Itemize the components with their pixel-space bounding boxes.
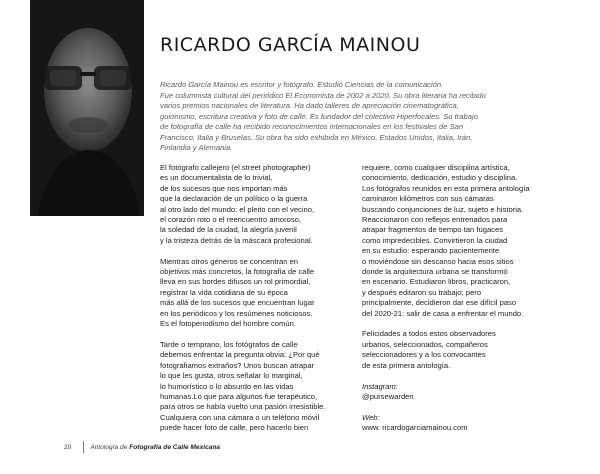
essay-line: lo que les gusta, otros señalar lo marginal, [160, 371, 303, 381]
book-title-prefix: Antología de [90, 443, 130, 451]
essay-line: de los sucesos que nos importan más [160, 183, 288, 193]
essay-line: en los periódicos y los resúmenes noticiosos. [160, 308, 313, 318]
book-title-main: Fotografía de Calle Mexicana [129, 443, 221, 451]
essay-line: es un documentalista de lo trivial, [160, 173, 273, 183]
essay-line: caminaron kilómetros con sus cámaras [362, 194, 494, 204]
bio-line: Francisco, Italia y Bruselas. Su obra ha sido exhibida en México, Estados Unidos, Italia, Irán, [160, 132, 473, 142]
essay-line: al otro lado del mundo: el pleito con el vecino, [160, 204, 315, 214]
web-url-link[interactable]: www. ricardogarciamainou.com [362, 423, 468, 433]
essay-paragraph [160, 340, 348, 434]
essay-line: lleva en sus bordes difusos un rol primordial, [160, 277, 311, 287]
bio-line: Finlandia y Alemania. [160, 143, 233, 152]
essay-line: donde la arquitectura urbana se transformó [362, 267, 508, 277]
portrait-illustration [30, 0, 144, 216]
essay-line: Felicidades a todos estos observadores [362, 329, 496, 339]
page-footer [64, 441, 220, 453]
bio-line: de fotografía de calle ha recibido reconocimientos internacionales en los festivales de San [160, 122, 464, 131]
essay-line: lo humorístico o lo absurdo en las vidas [160, 381, 294, 391]
essay-line: de esta primera antología. [362, 360, 451, 370]
essay-paragraph [160, 257, 348, 330]
web-label: Web: [362, 412, 380, 422]
essay-line: en su estudio: esperando pacientemente [362, 246, 500, 256]
instagram-block [362, 382, 562, 403]
essay-line: en escenario. Estudiaron libros, practicaron, [362, 277, 511, 287]
essay-left-column [160, 163, 348, 444]
essay-line: y la tristeza detrás de la máscara profesional. [160, 235, 313, 245]
bio-line: Ricardo García Mainou es escritor y fotógrafo. Estudió Ciencias de la comunicación. [160, 80, 444, 89]
essay-line: objetivos más concretos, la fotografía de calle [160, 267, 315, 277]
essay-line: fotografiamos extraños? Unos buscan atrapar [160, 360, 315, 370]
instagram-label: Instagram: [362, 381, 398, 391]
essay-line: atrapar fragmentos de tiempo tan fugaces [362, 225, 503, 235]
essay-line: o moviéndose sin descanso hacia esos sitios [362, 256, 514, 266]
book-title [90, 444, 220, 451]
web-block [362, 413, 562, 434]
essay-line: Mientras otros géneros se concentran en [160, 256, 299, 266]
essay-line: humanas.Lo que para algunos fue terapéutico, [160, 391, 318, 401]
essay-paragraph [160, 163, 348, 246]
essay-right-column [362, 163, 562, 444]
essay-line: que la declaración de un político o la guerra [160, 194, 308, 204]
essay-line: principalmente, decidieron dar ese difícil paso [362, 298, 517, 308]
essay-line: El fotógrafo callejero (el street photographer) [160, 163, 311, 172]
bio-line: varios premios nacionales de literatura. Ha dado talleres de apreciación cinematográfica, [160, 101, 459, 110]
footer-divider [83, 441, 84, 453]
essay-line: más allá de los sucesos que encuentran lugar [160, 298, 315, 308]
essay-line: la soledad de la ciudad, la alegría juvenil [160, 225, 297, 235]
essay-line: conocimiento, dedicación, estudio y disciplina. [362, 173, 518, 183]
essay-line: del 2020-21: salir de casa a enfrentar el mundo. [362, 308, 524, 318]
essay-line: para otros se había vuelto una pasión irresistible. [160, 402, 326, 412]
essay-line: Cualquiera con una cámara o un teléfono móvil [160, 412, 320, 422]
bio-line: guionismo, escritura creativa y foto de calle. Es fundador del colectivo Hiperfocales. Su trabajo [160, 111, 478, 121]
essay-line: y después editaron su trabajo; pero [362, 287, 482, 297]
essay-line: el corazón roto o el reencuentro amoroso, [160, 215, 301, 225]
essay-line: puede hacer foto de calle, pero hacerlo bien [160, 423, 309, 433]
essay-line: registrar la vida cotidiana de su época [160, 287, 288, 297]
essay-line: requiere, como cualquier disciplina artística, [362, 163, 510, 172]
bio-line: Fue columnista cultural del periódico El Economista de 2002 a 2020. Su obra literaria ha recibido [160, 90, 486, 100]
essay-paragraph [362, 329, 562, 371]
instagram-handle-link[interactable]: @pursewarden [362, 391, 414, 401]
essay-line: Reaccionaron con reflejos entrenados para [362, 215, 508, 225]
essay-line: Tarde o temprano, los fotógrafos de calle [160, 339, 298, 349]
page-number: 20 [64, 443, 72, 451]
author-portrait-photo [30, 0, 144, 216]
essay-line: urbanos, seleccionados, compañeros [362, 339, 488, 349]
essay-paragraph [362, 163, 562, 319]
essay-line: como impredecibles. Convirtieron la ciudad [362, 235, 508, 245]
essay-line: debemos enfrentar la pregunta obvia: ¿Por qué [160, 350, 320, 360]
author-bio [160, 80, 552, 154]
essay-line: Es el fotoperiodismo del hombre común. [160, 319, 296, 329]
essay-line: buscando conjunciones de luz, sujeto e historia. [362, 204, 524, 214]
essay-line: Los fotógrafos reunidos en esta primera antología [362, 183, 530, 193]
author-name-heading: RICARDO GARCÍA MAINOU [160, 34, 421, 56]
essay-line: seleccionadores y a los convocantes [362, 350, 486, 360]
